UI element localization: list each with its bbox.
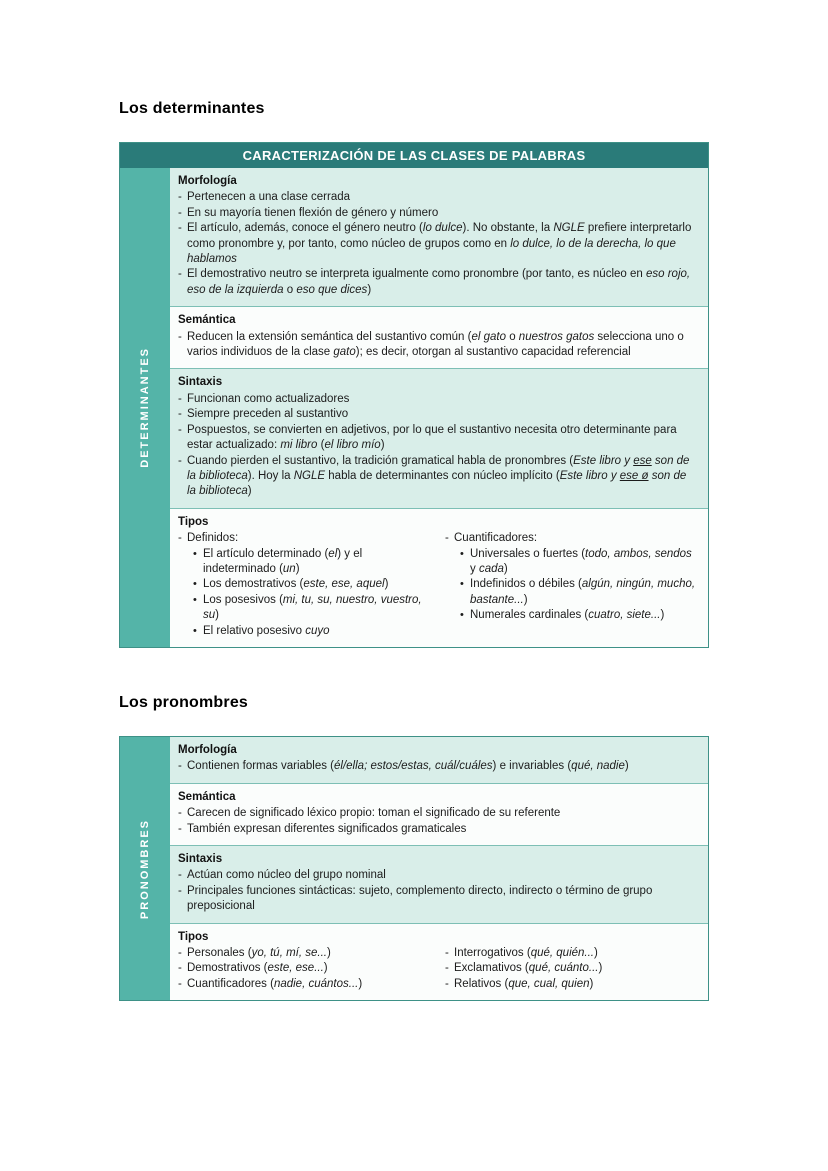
bullet-list — [178, 392, 698, 500]
bullet-list — [178, 330, 698, 361]
list-item: - Contienen formas variables (él/ella; estos/estas, cuál/cuáles) e invariables (qué, nadie) — [178, 759, 698, 774]
bullet-list — [192, 547, 431, 639]
tipos-columns — [178, 946, 698, 992]
list-item: - Interrogativos (qué, quién...) — [445, 946, 698, 961]
bullet-list — [178, 190, 698, 298]
list-item: • Numerales cardinales (cuatro, siete...) — [459, 608, 698, 623]
heading-pronombres: Los pronombres — [119, 693, 249, 711]
list-item: - Principales funciones sintácticas: sujeto, complemento directo, indirecto o término de grupo preposicional — [178, 884, 698, 915]
determinantes-table-body — [120, 168, 708, 647]
tipos-columns — [178, 531, 698, 639]
list-item: • Los posesivos (mi, tu, su, nuestro, vuestro, su) — [192, 593, 431, 624]
tipos-column-left — [178, 946, 431, 992]
section-morfologia — [170, 168, 708, 306]
side-band-determinantes — [120, 168, 170, 647]
section-title: Morfología — [178, 175, 237, 187]
list-item: - Actúan como núcleo del grupo nominal — [178, 868, 698, 883]
pronombres-sections — [170, 737, 708, 1000]
pronombres-table — [119, 736, 709, 1001]
list-item: - En su mayoría tienen flexión de género y número — [178, 206, 698, 221]
bullet-list — [445, 946, 698, 992]
list-item: - El demostrativo neutro se interpreta igualmente como pronombre (por tanto, es núcleo en eso rojo, eso de la izquierda o eso que dices) — [178, 267, 698, 298]
bullet-list — [459, 547, 698, 624]
list-item: - También expresan diferentes significados gramaticales — [178, 822, 698, 837]
list-item: • El relativo posesivo cuyo — [192, 624, 431, 639]
determinantes-table — [119, 142, 709, 648]
section-sintaxis — [170, 368, 708, 507]
section-tipos — [170, 508, 708, 647]
section-title: Tipos — [178, 515, 209, 528]
list-item: - Personales (yo, tú, mí, se...) — [178, 946, 431, 961]
bullet-list — [178, 759, 698, 774]
list-item: - Relativos (que, cual, quien) — [445, 977, 698, 992]
list-item: • El artículo determinado (el) y el indeterminado (un) — [192, 547, 431, 578]
section-title: Semántica — [178, 790, 236, 803]
list-item: • Los demostrativos (este, ese, aquel) — [192, 577, 431, 592]
section-tipos — [170, 923, 708, 1001]
side-band-pronombres — [120, 737, 170, 1000]
table-header-bar — [120, 143, 708, 168]
list-item: - Cuando pierden el sustantivo, la tradición gramatical habla de pronombres (Este libro y ese son de la biblioteca). Hoy la NGLE habla de determinantes con núcleo implícito (Este libro y ese ø son de la biblioteca) — [178, 454, 698, 500]
list-item: - El artículo, además, conoce el género neutro (lo dulce). No obstante, la NGLE prefiere interpretarlo como pronombre y, por tanto, como núcleo de grupos como en lo dulce, lo de la derecha, lo que hablamos — [178, 221, 698, 267]
bullet-list — [178, 868, 698, 914]
bullet-list — [178, 806, 698, 837]
bullet-list — [178, 946, 431, 992]
section-sintaxis — [170, 845, 708, 923]
determinantes-sections — [170, 168, 708, 647]
section-title: Sintaxis — [178, 376, 223, 389]
side-label-pronombres: PRONOMBRES — [139, 818, 151, 919]
list-item: - Carecen de significado léxico propio: toman el significado de su referente — [178, 806, 698, 821]
side-label-determinantes: DETERMINANTES — [139, 347, 151, 468]
table-title: CARACTERIZACIÓN DE LAS CLASES DE PALABRAS — [242, 148, 586, 163]
section-title: Tipos — [178, 930, 209, 943]
column-label: - Cuantificadores: — [445, 531, 698, 546]
tipos-column-definidos — [178, 531, 431, 639]
list-item: • Universales o fuertes (todo, ambos, sendos y cada) — [459, 547, 698, 578]
list-item: - Pertenecen a una clase cerrada — [178, 190, 698, 205]
tipos-column-cuantificadores — [445, 531, 698, 639]
section-semantica — [170, 783, 708, 845]
list-item: - Reducen la extensión semántica del sustantivo común (el gato o nuestros gatos selecciona uno o varios individuos de la clase gato); es decir, otorgan al sustantivo capacidad referencial — [178, 330, 698, 361]
section-semantica — [170, 306, 708, 368]
list-item: - Demostrativos (este, ese...) — [178, 961, 431, 976]
list-item: - Cuantificadores (nadie, cuántos...) — [178, 977, 431, 992]
list-item: - Funcionan como actualizadores — [178, 392, 698, 407]
list-item: - Siempre preceden al sustantivo — [178, 407, 698, 422]
section-title: Morfología — [178, 743, 237, 756]
tipos-column-right — [445, 946, 698, 992]
section-morfologia — [170, 737, 708, 783]
pronombres-table-body — [120, 737, 708, 1000]
heading-determinantes: Los determinantes — [119, 100, 265, 117]
section-title: Sintaxis — [178, 853, 223, 865]
column-label: - Definidos: — [178, 531, 431, 546]
section-title: Semántica — [178, 314, 236, 327]
list-item: • Indefinidos o débiles (algún, ningún, mucho, bastante...) — [459, 577, 698, 608]
list-item: - Exclamativos (qué, cuánto...) — [445, 961, 698, 976]
list-item: - Pospuestos, se convierten en adjetivos, por lo que el sustantivo necesita otro determinante para estar actualizado: mi libro (el libro mío) — [178, 423, 698, 454]
